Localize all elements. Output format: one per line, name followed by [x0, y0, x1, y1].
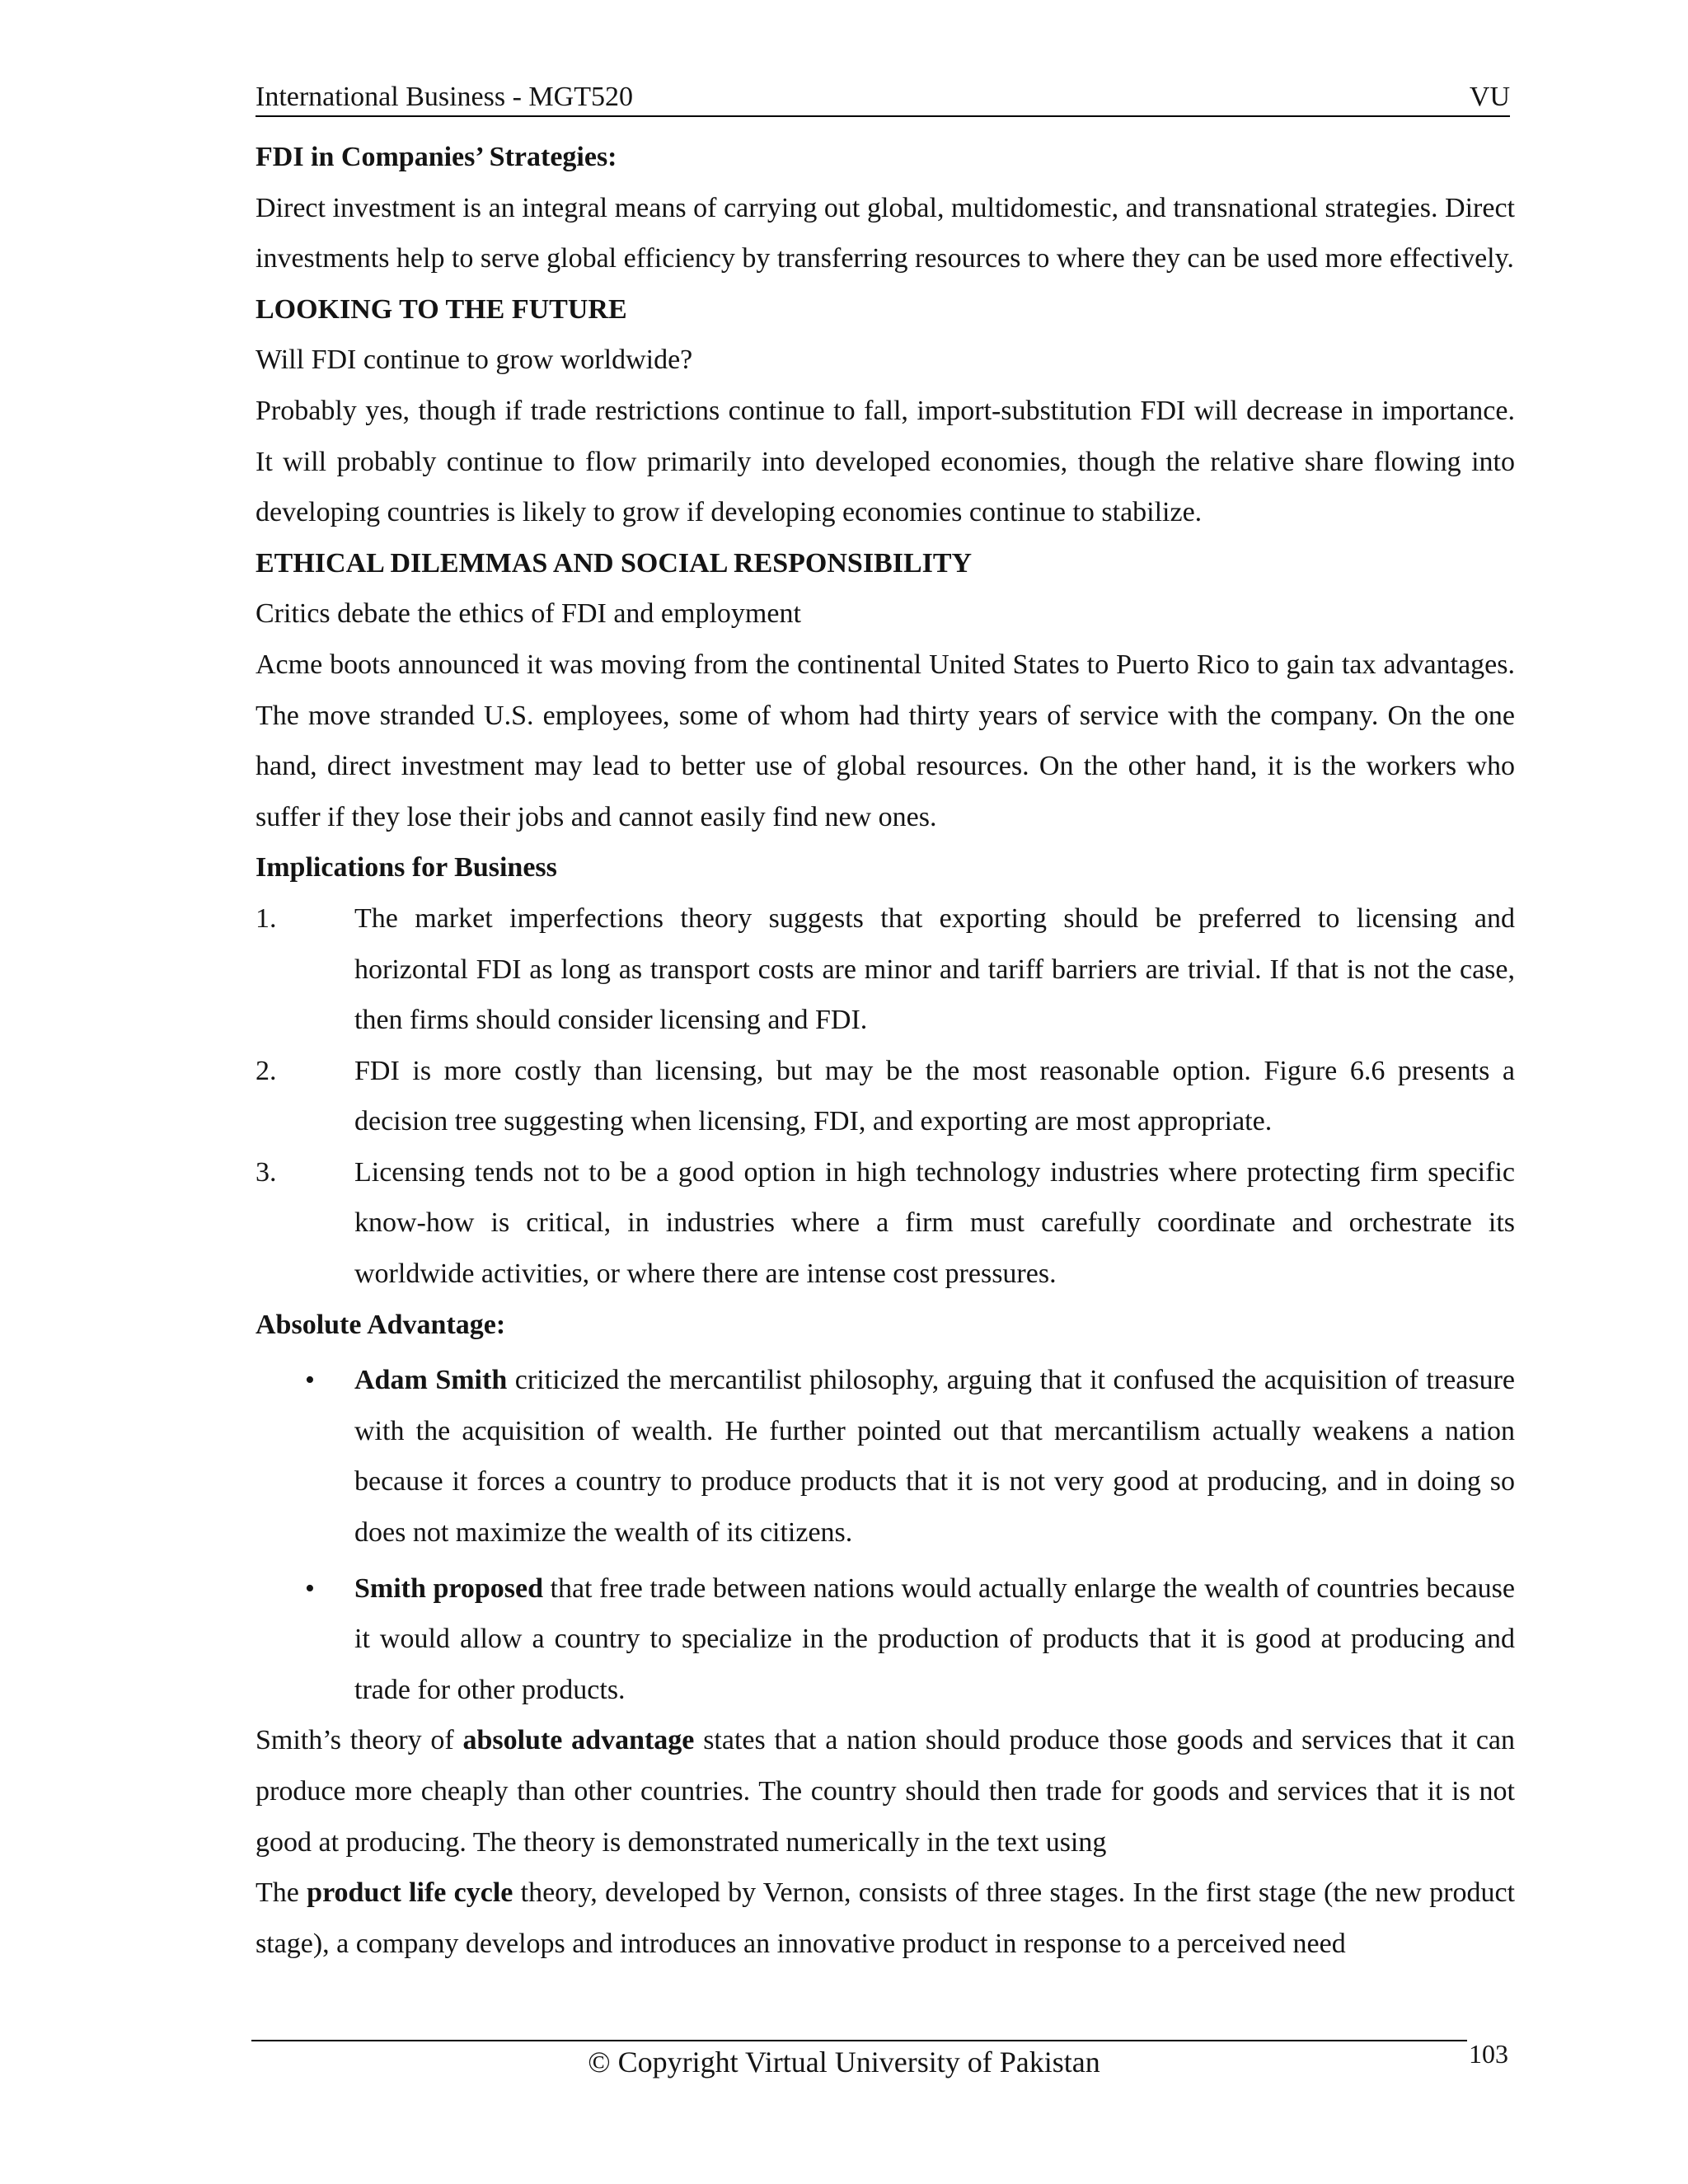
paragraph-absolute-theory — [256, 1715, 1515, 1868]
item-text: FDI is more costly than licensing, but may be the most reasonable option. Figure 6.6 presents a decision tree suggesting when licensing, FDI, and exporting are most appropriate. — [354, 1055, 1515, 1137]
heading-absolute-advantage: Absolute Advantage: — [256, 1309, 506, 1340]
text-run: The — [256, 1877, 307, 1909]
header-institution: VU — [1469, 82, 1510, 112]
bullet-bold-lead: Smith proposed — [354, 1572, 543, 1604]
footer-divider — [251, 2040, 1467, 2041]
paragraph-fdi-strategies: Direct investment is an integral means of carrying out global, multidomestic, and transnational strategies. Direct investments help to serve global efficiency by transferring resources to where they can be used more effectively. — [256, 192, 1515, 274]
item-number: 2. — [256, 1055, 277, 1086]
item-number: 1. — [256, 902, 277, 934]
bold-term: product life cycle — [307, 1877, 513, 1909]
numbered-item — [256, 1046, 1515, 1147]
heading-implications: Implications for Business — [256, 852, 557, 883]
footer-copyright: © Copyright Virtual University of Pakistan — [588, 2046, 1100, 2079]
page-header — [256, 81, 1510, 117]
text-run: theory, developed by Vernon, consists of three stages. In the first stage (the new product stage), a company develops and introduces an innovative product in response to a perceived need — [256, 1877, 1515, 1959]
text-run: states that a nation should produce those goods and services that it can produce more cheaply than other countries. The country should then trade for goods and services that it is not good at producing. The theory is demonstrated numerically in the text using — [256, 1725, 1516, 1858]
header-course-title: International Business - MGT520 — [256, 82, 633, 112]
paragraph-future-question: Will FDI continue to grow worldwide? — [256, 344, 693, 376]
heading-looking-future: LOOKING TO THE FUTURE — [256, 293, 627, 325]
bullet-item — [256, 1563, 1515, 1716]
heading-ethical-dilemmas: ETHICAL DILEMMAS AND SOCIAL RESPONSIBILITY — [256, 547, 973, 579]
numbered-item — [256, 1147, 1515, 1300]
item-text: The market imperfections theory suggests that exporting should be preferred to licensing and horizontal FDI as long as transport costs are minor and tariff barriers are trivial. If that is not the case, then firms should consider licensing and FDI. — [354, 902, 1515, 1036]
page-number: 103 — [1469, 2039, 1508, 2069]
paragraph-ethics: Acme boots announced it was moving from the continental United States to Puerto Rico to gain tax advantages. The move stranded U.S. employees, some of whom had thirty years of service with the company. On the one hand, direct investment may lead to better use of global resources. On the other hand, it is the workers who suffer if they lose their jobs and cannot easily find new ones. — [256, 649, 1515, 832]
paragraph-future: Probably yes, though if trade restrictions continue to fall, import-substitution FDI will decrease in importance. It will probably continue to flow primarily into developed economies, though the relative share flowing into developing countries is likely to grow if developing economies continue to stabilize. — [256, 395, 1515, 528]
bullet-icon: • — [305, 1572, 315, 1604]
heading-fdi-strategies: FDI in Companies’ Strategies: — [256, 142, 617, 172]
bold-term: absolute advantage — [462, 1725, 695, 1756]
bullet-item — [256, 1355, 1515, 1558]
numbered-item — [256, 893, 1515, 1046]
bullet-bold-lead: Adam Smith — [354, 1365, 508, 1396]
item-number: 3. — [256, 1156, 277, 1188]
paragraph-product-life-cycle — [256, 1868, 1515, 1969]
text-run: Smith’s theory of — [256, 1725, 463, 1756]
bullet-icon: • — [305, 1365, 315, 1396]
document-body — [256, 132, 1515, 1969]
item-text: Licensing tends not to be a good option in high technology industries where protecting firm specific know-how is critical, in industries where a firm must carefully coordinate and orchestrate its worldwide activities, or where there are intense cost pressures. — [354, 1156, 1515, 1290]
bullet-text: that free trade between nations would actually enlarge the wealth of countries because it would allow a country to specialize in the production of products that it is good at producing and trade for other products. — [354, 1572, 1516, 1705]
paragraph-ethics-intro: Critics debate the ethics of FDI and employment — [256, 598, 801, 630]
bullet-text: criticized the mercantilist philosophy, arguing that it confused the acquisition of treasure with the acquisition of wealth. He further pointed out that mercantilism actually weakens a nation because it forces a country to produce products that it is not very good at producing, and in doing so does not maximize the wealth of its citizens. — [354, 1365, 1516, 1549]
